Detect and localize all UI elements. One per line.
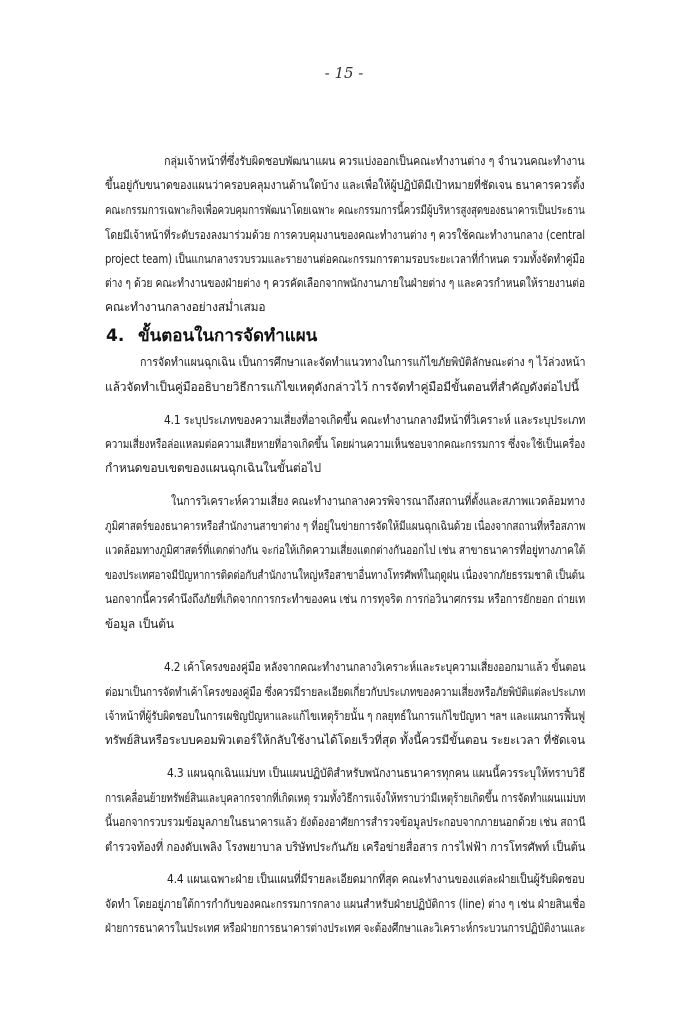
text-line: ขึ้นอยู่กับขนาดของแผนว่าครอบคลุมงานด้านใดบ้าง และเพื่อให้ผู้ปฏิบัติมีเป้าหมายที่ชัดเจน ธนาคารควรตั้ง <box>105 178 585 192</box>
section-number: 4. <box>106 326 125 346</box>
text-line: นี้นอกจากรวบรวมข้อมูลภายในธนาคารแล้ว ยังต้องอาศัยการสำรวจข้อมูลประกอบจากภายนอกด้วย เช่น สถานี <box>105 815 586 829</box>
text-line: ตำรวจท้องที่ กองดับเพลิง โรงพยาบาล บริษัทประกันภัย เครือข่ายสื่อสาร การไฟฟ้า การโทรศัพท์ เป็นต้น <box>105 840 586 854</box>
text-line: นอกจากนี้ควรคำนึงถึงภัยที่เกิดจากการกระทำของคน เช่น การทุจริต การก่อวินาศกรรม หรือการยักยอก ถ่ายเท <box>105 592 586 606</box>
text-line: เจ้าหน้าที่ผู้รับผิดชอบในการเผชิญปัญหาและแก้ไขเหตุร้ายนั้น ๆ กลยุทธ์ในการแก้ไขปัญหา ฯลฯ และแผนการฟื้นฟู <box>105 709 585 723</box>
text-line: โดยมีเจ้าหน้าที่ระดับรองลงมาร่วมด้วย การควบคุมงานของคณะทำงานต่าง ๆ ควรใช้คณะทำงานกลาง (central <box>105 228 586 242</box>
text-line: ภูมิศาสตร์ของธนาคารหรือสำนักงานสาขาต่าง ๆ ที่อยู่ในข่ายการจัดให้มีแผนฉุกเฉินด้วย เนื่องจากสถานที่หรือสภาพ <box>105 519 586 533</box>
page-number: - 15 - <box>324 64 364 82</box>
text-line: กลุ่มเจ้าหน้าที่ซึ่งรับผิดชอบพัฒนาแผน ควรแบ่งออกเป็นคณะทำงานต่าง ๆ จำนวนคณะทำงาน <box>164 154 585 168</box>
text-line: ฝ่ายการธนาคารในประเทศ หรือฝ่ายการธนาคารต่างประเทศ จะต้องศึกษาและวิเคราะห์กระบวนการปฏิบัติงานและ <box>105 921 586 935</box>
text-line: 4.1 ระบุประเภทของความเสี่ยงที่อาจเกิดขึ้น คณะทำงานกลางมีหน้าที่วิเคราะห์ และระบุประเภท <box>164 413 586 427</box>
text-line: ต่อมาเป็นการจัดทำเค้าโครงของคู่มือ ซึ่งควรมีรายละเอียดเกี่ยวกับประเภทของความเสี่ยงหรือภัยพิบัติแต่ละประเภท <box>105 685 586 699</box>
text-line: คณะทำงานกลางอย่างสม่ำเสมอ <box>105 300 266 314</box>
text-line: ในการวิเคราะห์ความเสี่ยง คณะทำงานกลางควรพิจารณาถึงสถานที่ตั้งและสภาพแวดล้อมทาง <box>171 494 585 508</box>
text-line: คณะกรรมการเฉพาะกิจเพื่อควบคุมการพัฒนาโดยเฉพาะ คณะกรรมการนี้ควรมีผู้บริหารสูงสุดของธนาคารเป็นประธาน <box>105 203 585 217</box>
text-line: project team) เป็นแกนกลางรวบรวมและรายงานต่อคณะกรรมการตามรอบระยะเวลาที่กำหนด รวมทั้งจัดทำคู่มือ <box>105 252 585 266</box>
text-line: 4.4 แผนเฉพาะฝ่าย เป็นแผนที่มีรายละเอียดมากที่สุด คณะทำงานของแต่ละฝ่ายเป็นผู้รับผิดชอบ <box>167 872 585 886</box>
text-line: กำหนดขอบเขตของแผนฉุกเฉินในขั้นต่อไป <box>105 461 321 475</box>
section-heading <box>106 322 317 349</box>
text-line: ความเสี่ยงหรือล่อแหลมต่อความเสียหายที่อาจเกิดขึ้น โดยผ่านความเห็นชอบจากคณะกรรมการ ซึ่งจะใช้เป็นเครื่อง <box>105 437 586 451</box>
text-line: การจัดทำแผนฉุกเฉิน เป็นการศึกษาและจัดทำแนวทางในการแก้ไขภัยพิบัติลักษณะต่าง ๆ ไว้ล่วงหน้า <box>140 355 586 369</box>
text-line: แวดล้อมทางภูมิศาสตร์ที่แตกต่างกัน จะก่อให้เกิดความเสี่ยงแตกต่างกันออกไป เช่น สาขาธนาคารที่อยู่ทางภาคใต้ <box>105 543 586 557</box>
text-line: แล้วจัดทำเป็นคู่มืออธิบายวิธีการแก้ไขเหตุดังกล่าวไว้ การจัดทำคู่มือมีขั้นตอนที่สำคัญดังต่อไปนี้ <box>105 380 579 394</box>
text-line: ของประเทศอาจมีปัญหาการติดต่อกับสำนักงานใหญ่หรือสาขาอื่นทางโทรศัพท์ในฤดูฝน เนื่องจากภัยธรรมชาติ เป็นต้น <box>105 568 585 582</box>
text-line: ทรัพย์สินหรือระบบคอมพิวเตอร์ให้กลับใช้งานได้โดยเร็วที่สุด ทั้งนี้ควรมีขั้นตอน ระยะเวลา ที่ชัดเจน <box>105 733 585 747</box>
text-line: ต่าง ๆ ด้วย คณะทำงานของฝ่ายต่าง ๆ ควรคัดเลือกจากพนักงานภายในฝ่ายต่าง ๆ และควรกำหนดให้รายงานต่อ <box>105 276 585 290</box>
text-line: จัดทำ โดยอยู่ภายใต้การกำกับของคณะกรรมการกลาง แผนสำหรับฝ่ายปฏิบัติการ (line) ต่าง ๆ เช่น ฝ่ายสินเชื่อ <box>105 897 586 911</box>
text-line: การเคลื่อนย้ายทรัพย์สินและบุคลากรจากที่เกิดเหตุ รวมทั้งวิธีการแจ้งให้ทราบว่ามีเหตุร้ายเกิดขึ้น การจัดทำแผนแม่บท <box>105 791 586 805</box>
section-title: ขั้นตอนในการจัดทำแผน <box>138 326 318 346</box>
text-line: ข้อมูล เป็นต้น <box>105 617 174 631</box>
text-line: 4.2 เค้าโครงของคู่มือ หลังจากคณะทำงานกลางวิเคราะห์และระบุความเสี่ยงออกมาแล้ว ขั้นตอน <box>164 660 586 674</box>
text-line: 4.3 แผนฉุกเฉินแม่บท เป็นแผนปฏิบัติสำหรับพนักงานธนาคารทุกคน แผนนี้ควรระบุให้ทราบวิธี <box>167 766 586 780</box>
